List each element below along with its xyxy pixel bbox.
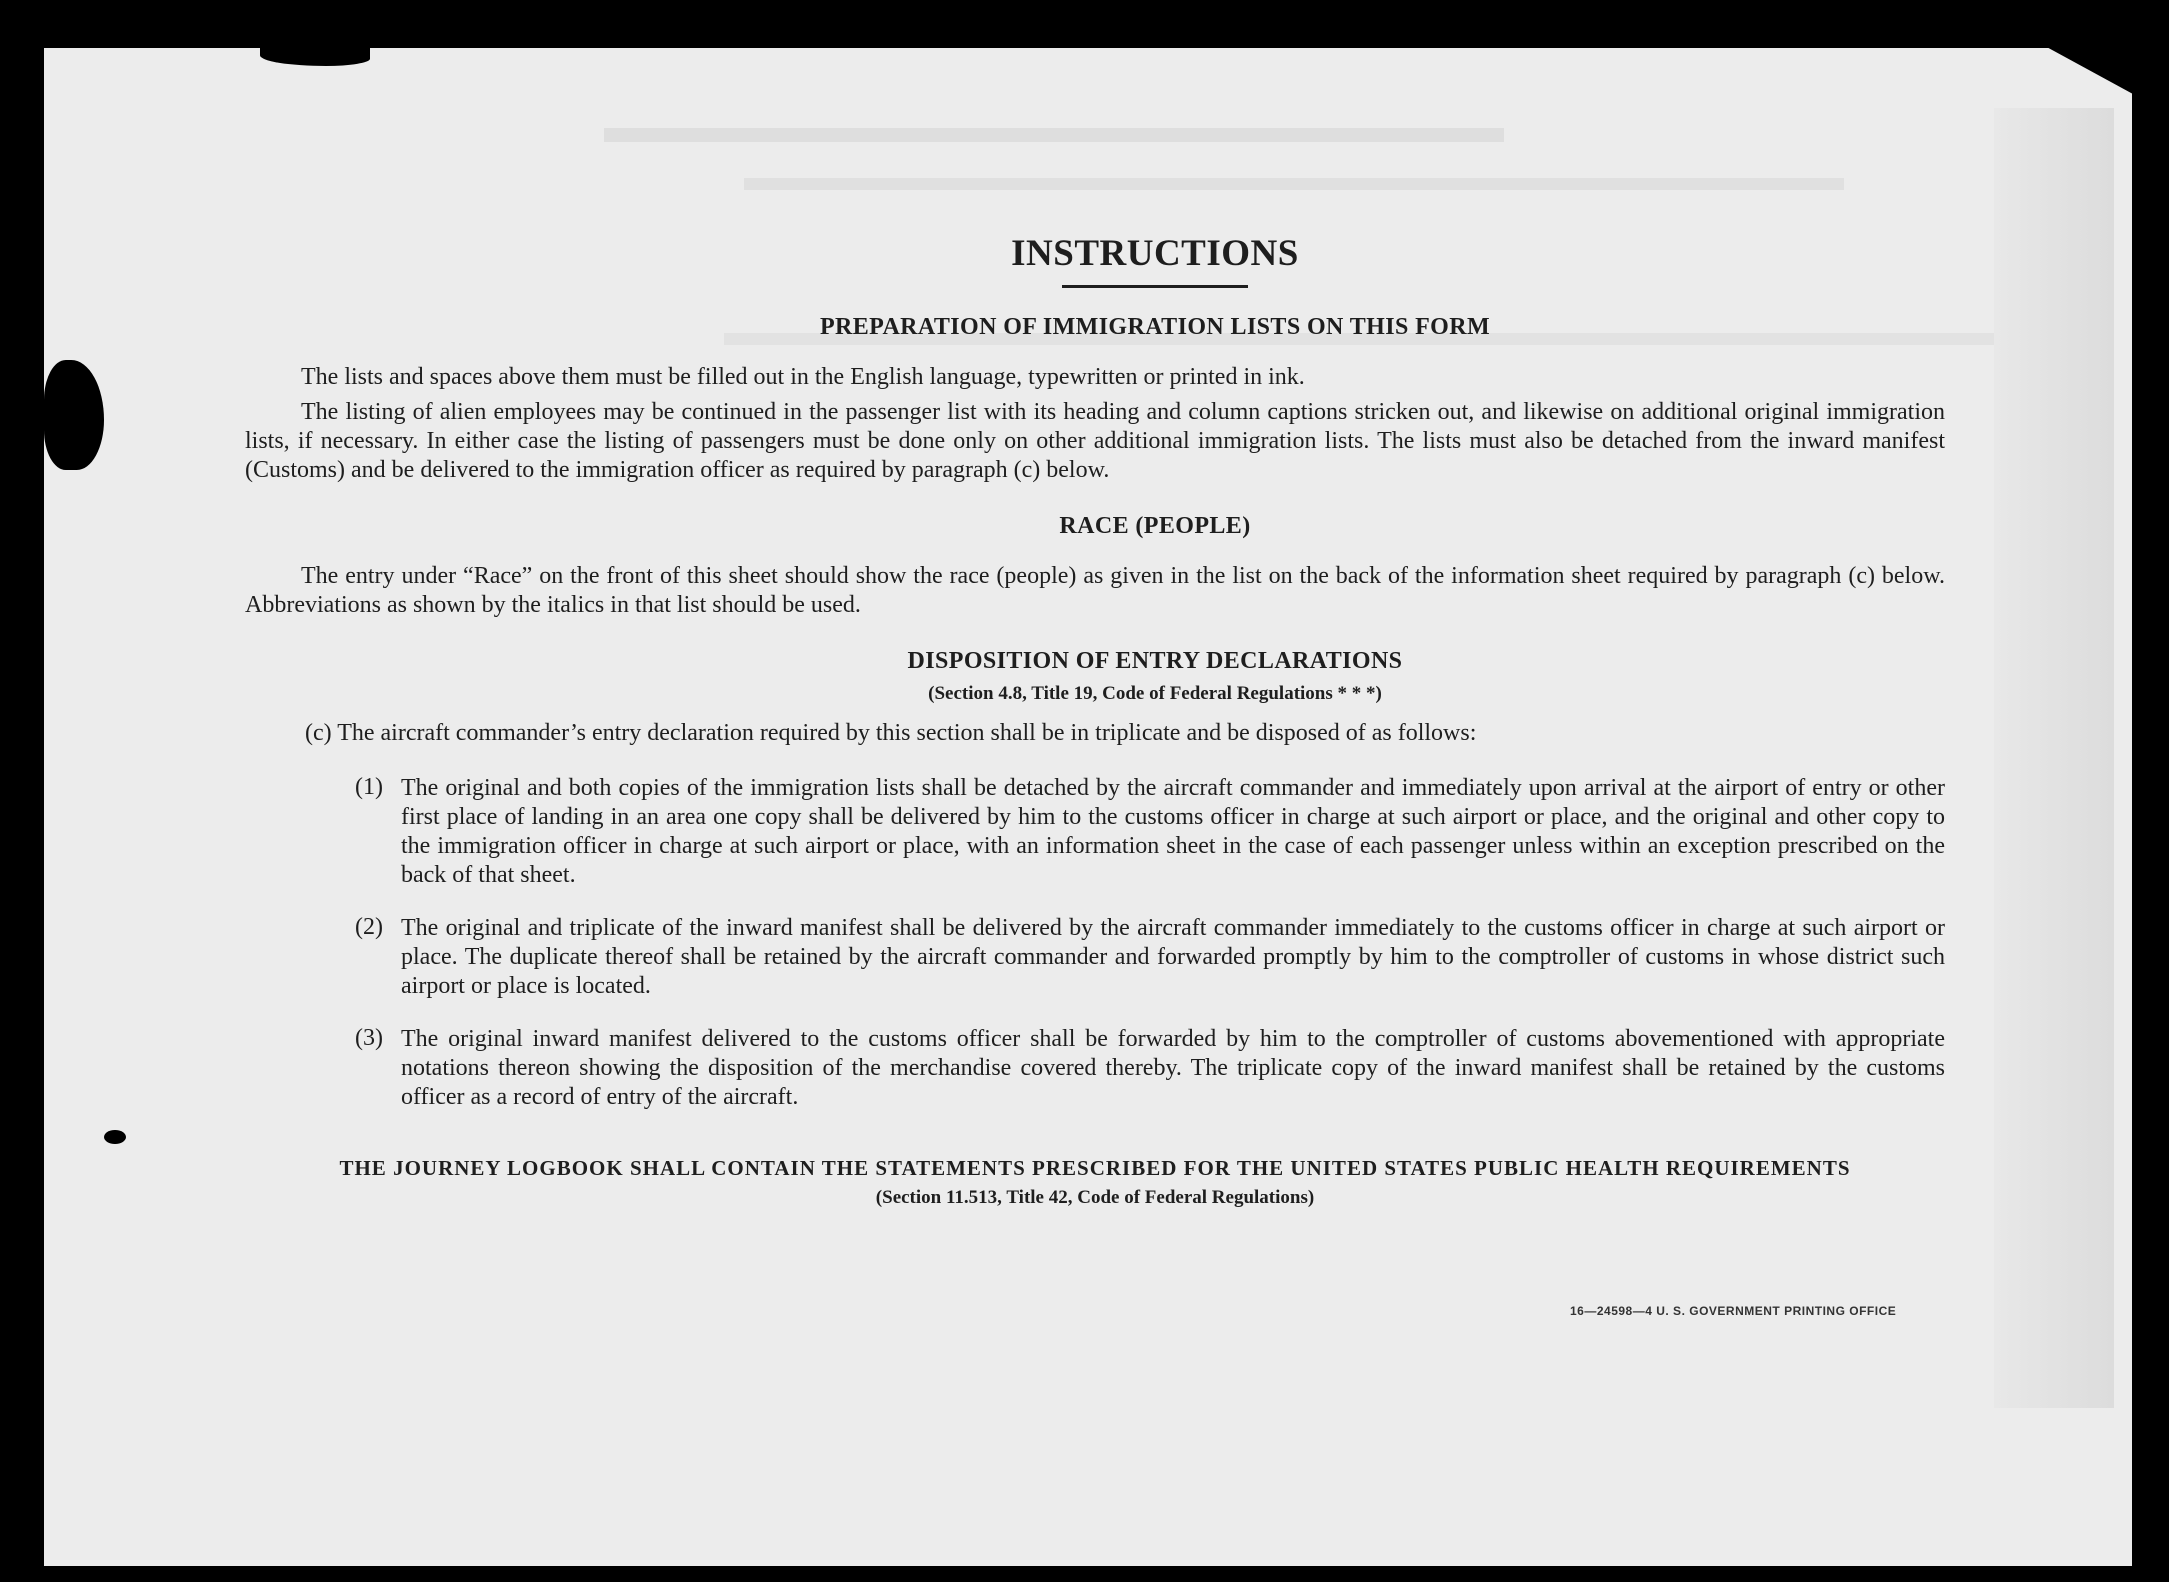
footer-citation: (Section 11.513, Title 42, Code of Federal Regulations): [875, 1187, 1315, 1208]
bleed-through-line: [744, 178, 1844, 190]
paragraph-alien-employees: The listing of alien employees may be continued in the passenger list with its heading and column captions stricken out, and likewise on additional original immigration lists, if necessary. In either case the listing of passengers must be done only on other additional immigration lists. The lists must also be detached from the inward manifest (Customs) and be delivered to the immigration officer as required by paragraph (c) below.: [245, 399, 1945, 483]
printer-imprint: 16—24598—4 U. S. GOVERNMENT PRINTING OFFICE: [1570, 1304, 1897, 1318]
item-text: The original and triplicate of the inward manifest shall be delivered by the aircraft commander immediately to the customs officer in charge at such airport or place. The duplicate thereof shall be retained by the aircraft commander and forwarded promptly by him to the comptroller of customs in whose district such airport or place is located.: [401, 915, 1945, 999]
instructions-content: [245, 232, 1945, 1209]
list-item: [245, 1025, 1945, 1112]
section-citation-title19: (Section 4.8, Title 19, Code of Federal Regulations * * *): [928, 683, 1382, 704]
list-item: [245, 774, 1945, 890]
logbook-statement: THE JOURNEY LOGBOOK SHALL CONTAIN THE STATEMENTS PRESCRIBED FOR THE UNITED STATES PUBLIC HEALTH REQUIREMENTS: [339, 1156, 1851, 1180]
page-title: INSTRUCTIONS: [1011, 233, 1299, 274]
paragraph-c-intro: (c) The aircraft commander’s entry declaration required by this section shall be in triplicate and be disposed of as follows:: [305, 720, 1477, 746]
item-number: (1): [355, 774, 383, 800]
bleed-through-line: [604, 128, 1504, 142]
title-rule: [1062, 285, 1248, 288]
paper-tear-mark: [104, 1130, 126, 1144]
paragraph-race-entry: The entry under “Race” on the front of this sheet should show the race (people) as given in the list on the back of the information sheet required by paragraph (c) below. Abbreviations as shown by the italics in that list should be used.: [245, 563, 1945, 618]
paragraph-english-language: The lists and spaces above them must be filled out in the English language, typewritten or printed in ink.: [301, 364, 1305, 390]
item-text: The original inward manifest delivered to the customs officer shall be forwarded by him to the comptroller of customs abovementioned with appropriate notations thereon showing the disposition of the merchandise covered thereby. The triplicate copy of the inward manifest shall be retained by the customs officer as a record of entry of the aircraft.: [401, 1026, 1945, 1110]
section-heading-preparation: PREPARATION OF IMMIGRATION LISTS ON THIS FORM: [819, 314, 1491, 340]
section-heading-race: RACE (PEOPLE): [1059, 513, 1251, 539]
item-text: The original and both copies of the immigration lists shall be detached by the aircraft commander and immediately upon arrival at the airport of entry or other first place of landing in an area one copy shall be delivered by him to the customs officer in charge at such airport or place, and the original and other copy to the immigration officer in charge at such airport or place, with an information sheet in the case of each passenger unless within an exception prescribed on the back of that sheet.: [401, 775, 1945, 888]
item-number: (3): [355, 1025, 383, 1051]
bleed-through-line: [1994, 108, 2114, 1408]
section-heading-disposition: DISPOSITION OF ENTRY DECLARATIONS: [907, 648, 1403, 674]
item-number: (2): [355, 914, 383, 940]
list-item: [245, 914, 1945, 1001]
